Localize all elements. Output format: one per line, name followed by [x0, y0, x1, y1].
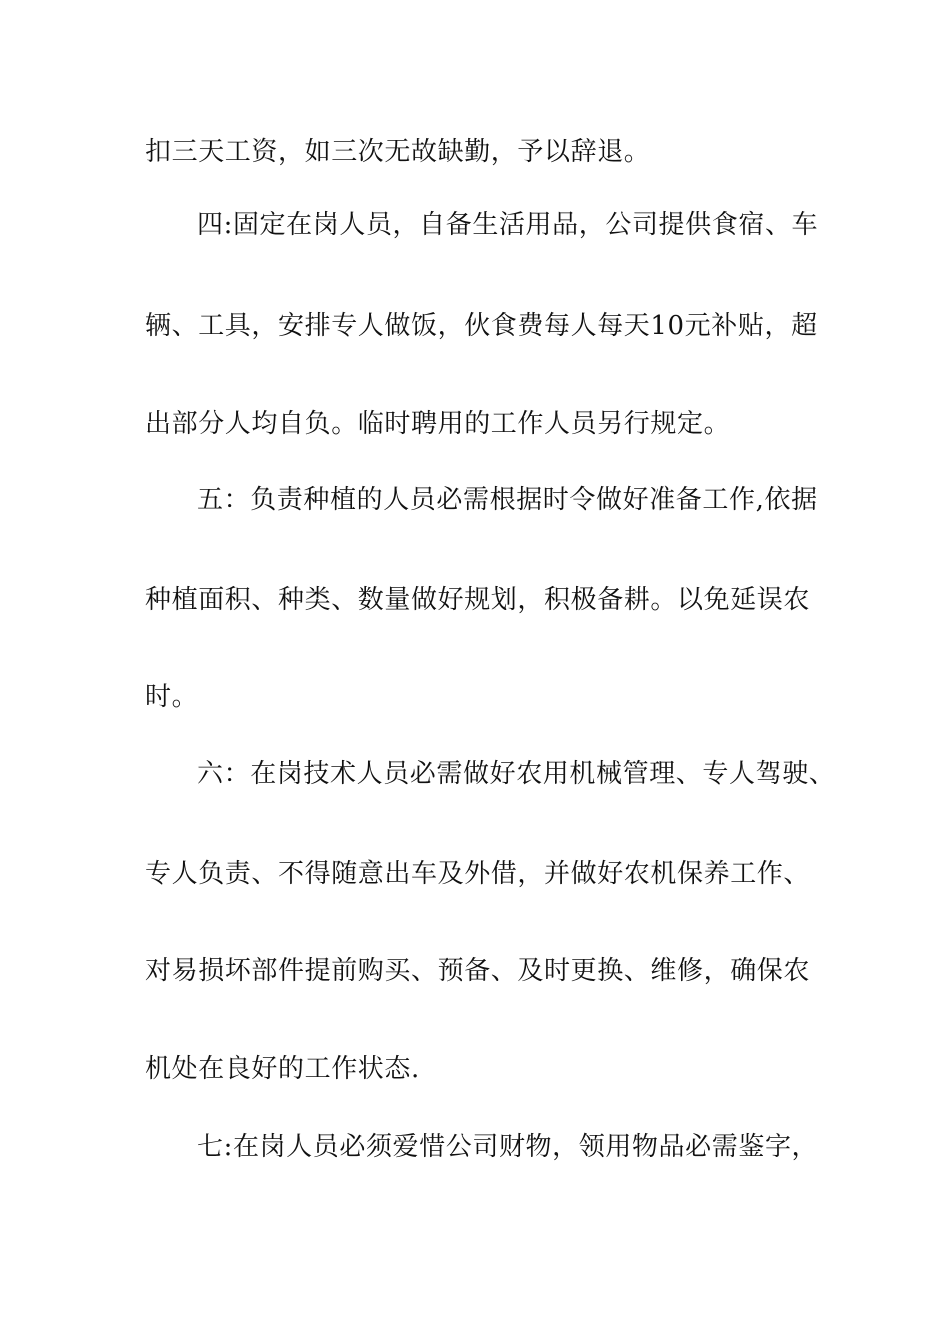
text-line-5: 五：负责种植的人员必需根据时令做好准备工作,依据: [197, 485, 818, 515]
text-line-2: 四:固定在岗人员，自备生活用品，公司提供食宿、车: [197, 210, 819, 240]
text-line-11: 机处在良好的工作状态.: [145, 1054, 420, 1084]
text-line-1: 扣三天工资，如三次无故缺勤，予以辞退。: [145, 137, 651, 167]
text-line-9: 专人负责、不得随意出车及外借，并做好农机保养工作、: [145, 859, 811, 889]
text-line-7: 时。: [145, 682, 199, 712]
text-line-8: 六：在岗技术人员必需做好农用机械管理、专人驾驶、: [197, 759, 836, 789]
text-line-12: 七:在岗人员必须爱惜公司财物，领用物品必需鉴字，: [197, 1132, 819, 1162]
text-line-10: 对易损坏部件提前购买、预备、及时更换、维修，确保农: [145, 956, 811, 986]
text-line-6: 种植面积、种类、数量做好规划，积极备耕。以免延误农: [145, 585, 811, 615]
text-line-3: 辆、工具，安排专人做饭，伙食费每人每天10元补贴，超: [145, 311, 818, 341]
text-line-4: 出部分人均自负。临时聘用的工作人员另行规定。: [145, 409, 731, 439]
